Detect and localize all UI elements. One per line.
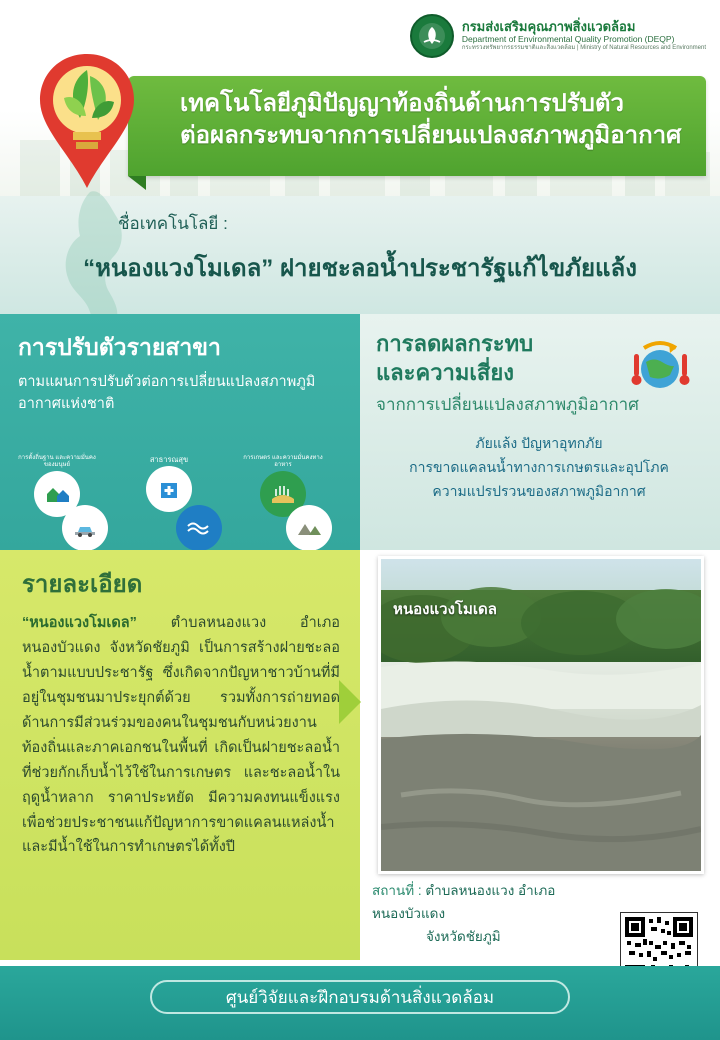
globe-thermometer-icon [622,336,698,398]
footer-band [0,966,720,1040]
lightbulb-leaf-pin-icon [28,46,146,196]
tourism-icon [62,505,108,551]
technology-name-section [0,196,720,314]
org-name-en: Department of Environmental Quality Promotion (DEQP) [461,34,675,45]
organization-logo [410,14,706,58]
page-title-line2: ต่อผลกระทบจากการเปลี่ยนแปลงสภาพภูมิอากาศ [180,122,682,150]
photo-caption: หนองแวงโมเดล [393,601,497,618]
mountain-tree-glyph-icon [296,517,322,539]
details-panel [0,550,360,960]
sector-label-public-health: สาธารณสุข [149,455,189,464]
location-line2: จังหวัดชัยภูมิ [426,928,501,944]
location-line1: ตำบลหนองแวง อำเภอหนองบัวแดง [372,883,556,921]
footer-organization: ศูนย์วิจัยและฝึกอบรมด้านสิ่งแวดล้อม [150,980,570,1014]
list-item: ภัยแล้ง ปัญหาอุทกภัย [475,435,603,452]
water-management-icon [176,505,222,551]
poster-title-banner [128,76,706,176]
impact-panel-title-line2: และความเสี่ยง [376,359,514,385]
org-ministry: กระทรวงทรัพยากรธรรมชาติและสิ่งแวดล้อม | Ministry of Natural Resources and Environment [461,44,706,51]
sector-label-agriculture: การเกษตร และความมั่นคงทางอาหาร [243,455,323,469]
details-title: รายละเอียด [22,571,143,598]
page-title-line1: เทคโนโลยีภูมิปัญญาท้องถิ่นด้านการปรับตัว [180,90,624,117]
location-block [372,880,612,949]
list-item: การขาดแคลนน้ำทางการเกษตรและอุปโภค [409,458,669,475]
details-highlight: “หนองแวงโมเดล” [22,615,137,631]
location-label: สถานที่ : [372,883,422,898]
impact-panel-title-line1: การลดผลกระทบ [376,331,534,356]
org-name-th: กรมส่งเสริมคุณภาพสิ่งแวดล้อม [461,19,636,35]
technology-name-label: ชื่อเทคโนโลยี : [118,214,228,233]
impact-panel-subtitle: จากการเปลี่ยนแปลงสภาพภูมิอากาศ [376,395,639,415]
deqp-seal-icon [410,14,454,58]
list-item: ความแปรปรวนของสภาพภูมิอากาศ [432,482,646,499]
technology-name-value: “หนองแวงโมเดล” ฝายชะลอน้ำประชารัฐแก้ไขภัยแล้ง [83,255,637,282]
header-band [0,0,720,200]
car-tree-glyph-icon [72,518,98,538]
details-text: ตำบลหนองแวง อำเภอหนองบัวแดง จังหวัดชัยภูมิ เป็นการสร้างฝายชะลอน้ำตามแบบประชารัฐ ซึ่งเกิดจากปัญหาชาวบ้านที่มีอยู่ในชุมชนมาประยุกต์ด้วย รวมทั้งการถ่ายทอดด้านการมีส่วนร่วมของคนในชุมชนกับหน่วยงานท้องถิ่นและภาคเอกชนในพื้นที่ เกิดเป็นฝายชะลอน้ำที่ช่วยกักเก็บน้ำไว้ใช้ในการเกษตร และชะลอน้ำในฤดูน้ำหลาก ราคาประหยัด มีความคงทนแข็งแรง เพื่อช่วยประชาชนแก้ปัญหาการขาดแคลนแหล่งน้ำ และมีน้ำใช้ในการทำเกษตรได้ทั้งปี [22,615,340,856]
details-body [22,611,340,860]
sector-icon-row [8,455,356,547]
impact-reduction-panel [360,314,720,550]
impact-items-list [376,432,702,503]
wave-glyph-icon [186,518,212,538]
sector-label-settlement: การตั้งถิ่นฐาน และความมั่นคงของมนุษย์ [18,455,96,469]
hospital-glyph-icon [157,477,181,501]
arrow-right-icon [339,680,361,724]
sector-panel-subtitle: ตามแผนการปรับตัวต่อการเปลี่ยนแปลงสภาพภูมิอากาศแห่งชาติ [18,374,316,412]
seal-glyph-icon [418,22,446,50]
natural-resources-icon [286,505,332,551]
sector-panel-title: การปรับตัวรายสาขา [18,334,221,360]
check-dam-photo [378,556,704,874]
